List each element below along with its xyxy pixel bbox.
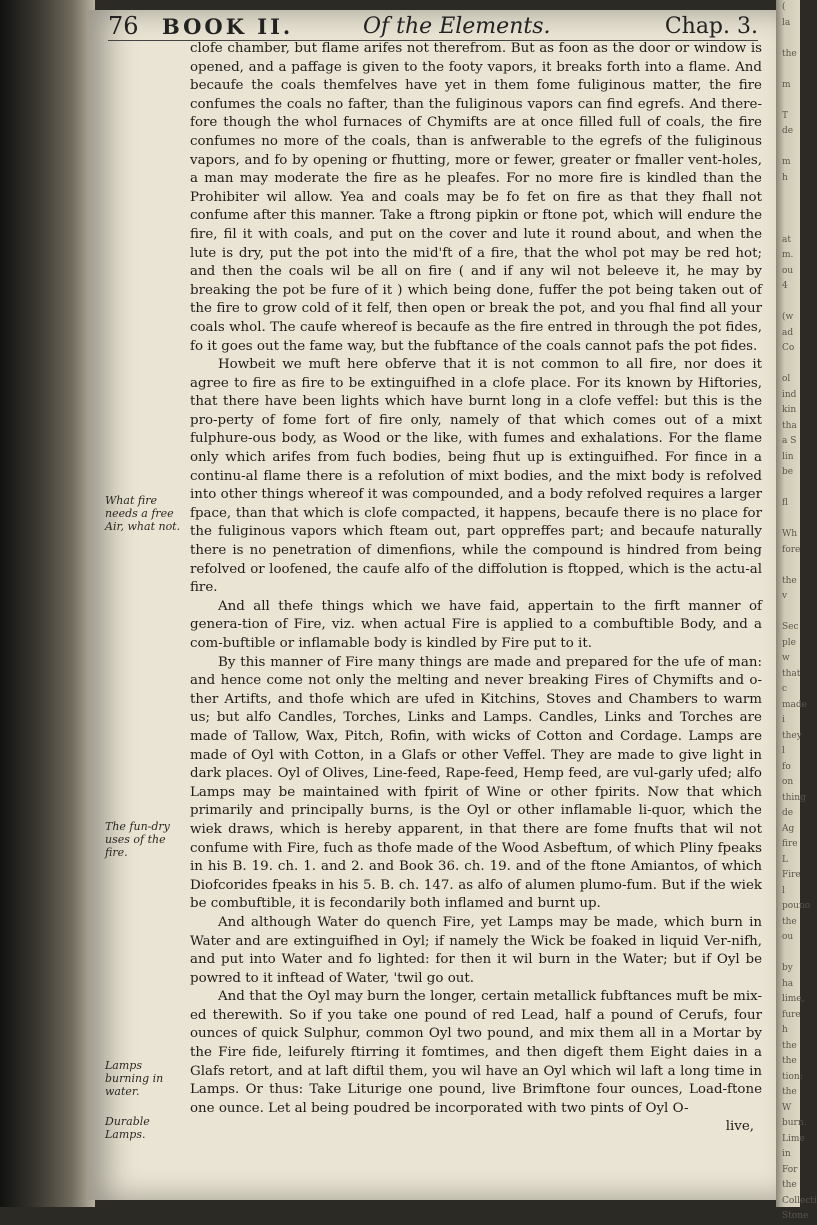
- adjacent-page-fragment: fo on: [782, 761, 794, 787]
- adjacent-page-fragment: be: [782, 467, 794, 477]
- adjacent-page-fragment: (: [782, 2, 786, 12]
- adjacent-page-fragment: thing: [782, 792, 806, 803]
- adjacent-page-fragment: tion:: [782, 1071, 803, 1082]
- adjacent-page-fragment: ind: [782, 389, 797, 400]
- paragraph: And although Water do quench Fire, yet Lamps may be made, which burn in Water and are extinguifhed in Oyl; if namely the Wick be foaked in liquid Ver-nifh, and put into Water and fo lighted: for then it wil burn in the Water; but if Oyl be powred to it inftead of Water, 'twil go out.: [190, 914, 762, 986]
- adjacent-page-fragment: m.: [782, 250, 794, 260]
- adjacent-page-fragment: de: [782, 126, 794, 136]
- adjacent-page-fragment: m: [782, 157, 791, 167]
- adjacent-page-fragment: [782, 512, 800, 528]
- adjacent-page-fragment: pouno: [782, 901, 811, 911]
- paragraph: And that the Oyl may burn the longer, certain metallick fubftances muft be mix-ed therewith. So if you take one pound of red Lead, half a pound of Cerufs, four ounces of quick Sulphur, common Oyl two pound, and mix them all in a Mortar by the Fire fide, leifurely ftirring it fomtimes, and then digeft them Eight daies in a Glafs retort, and at laft diftil them, you wil have an Oyl which wil laft a long time in Lamps. Or thus: Take Liturige one pound, live Brimftone four ounces, Load-ftone one ounce. Let al being poudred be incorporated with two pints of Oyl O-: [190, 989, 762, 1116]
- adjacent-page-fragment: Wh: [782, 529, 798, 539]
- adjacent-page-fragment: the v: [782, 575, 797, 601]
- adjacent-page-fragment: the the: [782, 1040, 797, 1066]
- running-title: Of the Elements.: [363, 14, 551, 39]
- margin-note-uses-of-fire: The fun-dry uses of the fire.: [105, 820, 170, 859]
- adjacent-page-fragment: ple w: [782, 637, 796, 663]
- adjacent-page-fragment: that c: [782, 668, 801, 694]
- adjacent-page-fragment: Stone: [782, 1211, 809, 1221]
- adjacent-page-fragment: ou: [782, 265, 794, 276]
- margin-note-durable-lamps: Durable Lamps.: [105, 1115, 150, 1141]
- paragraph: By this manner of Fire many things are made and prepared for the ufe of man: and hence come not only the melting and never breaking Fires of Chymifts and o-ther Artifts, and thofe which are ufed in Kitchins, Stoves and Chambers to warm us; but alfo Candles, Torches, Links and Lamps. Candles, Links and Torches are made of Tallow, Wax, Pitch, Rofin, with wicks of Cotton and Cordage. Lamps are made of Oyl with Cotton, in a Glafs or other Veffel. They are made to give light in dark places. Oyl of Olives, Line-feed, Rape-feed, Hemp feed, are vul-garly ufed; alfo Lamps may be maintained with fpirit of Wine or other fpirits. Now that which primarily and principally burns, is the Oyl or other inflamable li-quor, which the wiek draws, which is hereby apparent, in that there are fome fnufts that wil not confume with Fire, fuch as thofe made of the Wood Asbeftum, of which Pliny fpeaks in his B. 19. ch. 1. and 2. and Book 36. ch. 19. and of the ftone Amiantos, of which Diofcorides fpeaks in his 5. B. ch. 147. as alfo of alumen plumo-fum. But if the wiek be combuftible, it is fecondarily both inflamed and burnt up.: [190, 654, 762, 912]
- adjacent-page-fragment: la: [782, 17, 791, 28]
- adjacent-page-fragment: Fire l: [782, 870, 801, 896]
- adjacent-page-fragment: fl: [782, 498, 789, 508]
- paragraph: Howbeit we muft here obferve that it is not common to all fire, nor does it agree to fire as fire to be extinguifhed in a clofe place. For its known by Hiftories, that there have been lights which have burnt long in a clofe veffel: but this is the pro-perty of fome fort of fire only, namely of that which comes out of a mixt fulphure-ous body, as Wood or the like, with fumes and exhalations. For the flame only which arifes from fuch bodies, being fhut up is extinguifhed. For fince in a continu-al flame there is a refolution of mixt bodies, and the mixt body is refolved into other things whereof it was compounded, and a body refolved requires a larger fpace, than that which is clofe compacted, it happens, becaufe there is no place for the fuliginous vapors which fteam out, part oppreffes part; and becaufe naturally there is no penetration of dimenfions, while the compound is hindred from being refolved or loofened, the caufe alfo of the diffolution is ftopped, which is the actu-al fire.: [190, 357, 762, 596]
- chapter-label: Chap. 3.: [664, 14, 758, 39]
- adjacent-page-fragment: Sec: [782, 622, 799, 632]
- adjacent-page-fragment: they l: [782, 730, 802, 756]
- adjacent-page-fragment: [782, 217, 800, 233]
- adjacent-page-fragment: the: [782, 48, 797, 59]
- adjacent-page-fragment: [782, 31, 800, 47]
- paragraph: And all thefe things which we have faid, appertain to the firft manner of genera-tion of Fire, viz. when actual Fire is applied to a combuftible Body, and a com-buftible or inflamable body is kindled by Fire put to it.: [190, 598, 762, 651]
- adjacent-page-fragment: [782, 481, 800, 497]
- adjacent-page-fragment: [782, 558, 800, 574]
- adjacent-page-fragment: [782, 202, 800, 218]
- paragraph: clofe chamber, but flame arifes not therefrom. But as foon as the door or window is opened, and a paffage is given to the footy vapors, it breaks forth into a flame. And becaufe the coals themfelves have yet in them fome fuliginous matter, the fire confumes the coals no fafter, than the fuliginous vapors can find egrefs. And there-fore though the whol furnaces of Chymifts are at once filled full of coals, the fire confumes no more of the coals, than is anfwerable to the egrefs of the fuliginous vapors, and fo by opening or fhutting, more or fewer, greater or fmaller vent-holes, a man may moderate the fire as he pleafes. For no more fire is kindled than the Prohibiter wil allow. Yea and coals may be fo fet on fire as that they fhall not confume after this manner. Take a ftrong pipkin or ftone pot, which will endure the fire, fil it with coals, and put on the cover and lute it round about, and when the lute is dry, put the pot into the mid'ft of a fire, that the whol pot may be red hot; and then the coals wil be all on fire ( and if any wil not beleeve it, he may by breaking the pot be fure of it ) which being done, fuffer the pot being taken out of the fire to grow cold of it felf, then open or break the pot, and you fhal find all your coals whol. The caufe whereof is becaufe as the fire entred in through the pot fides, fo it goes out the fame way, but the fubftance of the coals cannot pafs the pot fides.: [190, 41, 762, 354]
- adjacent-page-fragment: made i: [782, 699, 807, 725]
- margin-note-what-fire: What fire needs a free Air, what not.: [105, 494, 181, 533]
- adjacent-page-fragment: [782, 946, 800, 962]
- adjacent-page-fragment: [782, 62, 800, 78]
- adjacent-page-edge: [776, 0, 817, 1221]
- adjacent-page-fragment: Lime in: [782, 1133, 805, 1159]
- adjacent-page-fragment: [782, 186, 800, 202]
- adjacent-page-fragment: the ou: [782, 916, 797, 942]
- adjacent-page-fragment: T: [782, 110, 789, 121]
- adjacent-page-fragment: [782, 140, 800, 156]
- adjacent-page-fragment: For the: [782, 1164, 798, 1190]
- catchword: live,: [725, 1119, 754, 1135]
- adjacent-page-fragment: (w: [782, 312, 794, 322]
- book-binding: [0, 0, 95, 1207]
- adjacent-page-fragment: by ha: [782, 963, 794, 989]
- adjacent-page-fragment: the W: [782, 1087, 797, 1113]
- adjacent-page-fragment: 4: [782, 281, 788, 291]
- adjacent-page-fragment: at: [782, 234, 791, 245]
- adjacent-page-fragment: lin: [782, 451, 794, 462]
- adjacent-page-fragment: [782, 357, 800, 373]
- adjacent-page-fragment: ol: [782, 374, 791, 384]
- adjacent-page-fragment: tha: [782, 420, 797, 431]
- adjacent-page-fragment: a S: [782, 436, 797, 446]
- margin-note-lamps-in-water: Lamps burning in water.: [105, 1059, 164, 1098]
- page-number: 76: [108, 12, 139, 40]
- body-text: [190, 40, 762, 1137]
- adjacent-page-fragment: Collecti: [782, 1195, 817, 1206]
- adjacent-page-fragment: fure h: [782, 1009, 801, 1035]
- adjacent-page-fragment: Co: [782, 343, 795, 353]
- adjacent-page-fragment: lime,: [782, 994, 805, 1004]
- adjacent-page-fragment: [782, 295, 800, 311]
- adjacent-page-fragment: h: [782, 172, 788, 183]
- adjacent-page-fragment: fire L: [782, 839, 798, 865]
- adjacent-page-fragment: fore: [782, 544, 801, 555]
- adjacent-page-fragment: de Ag: [782, 808, 795, 834]
- adjacent-page-fragment: m: [782, 79, 791, 90]
- adjacent-page-fragment: [782, 93, 800, 109]
- adjacent-page-fragment: ad: [782, 327, 794, 338]
- book-label: BOOK II.: [162, 14, 294, 39]
- adjacent-page-fragment: burn.: [782, 1118, 807, 1128]
- adjacent-page-fragment: [782, 605, 800, 621]
- adjacent-page-fragment: kin: [782, 405, 797, 415]
